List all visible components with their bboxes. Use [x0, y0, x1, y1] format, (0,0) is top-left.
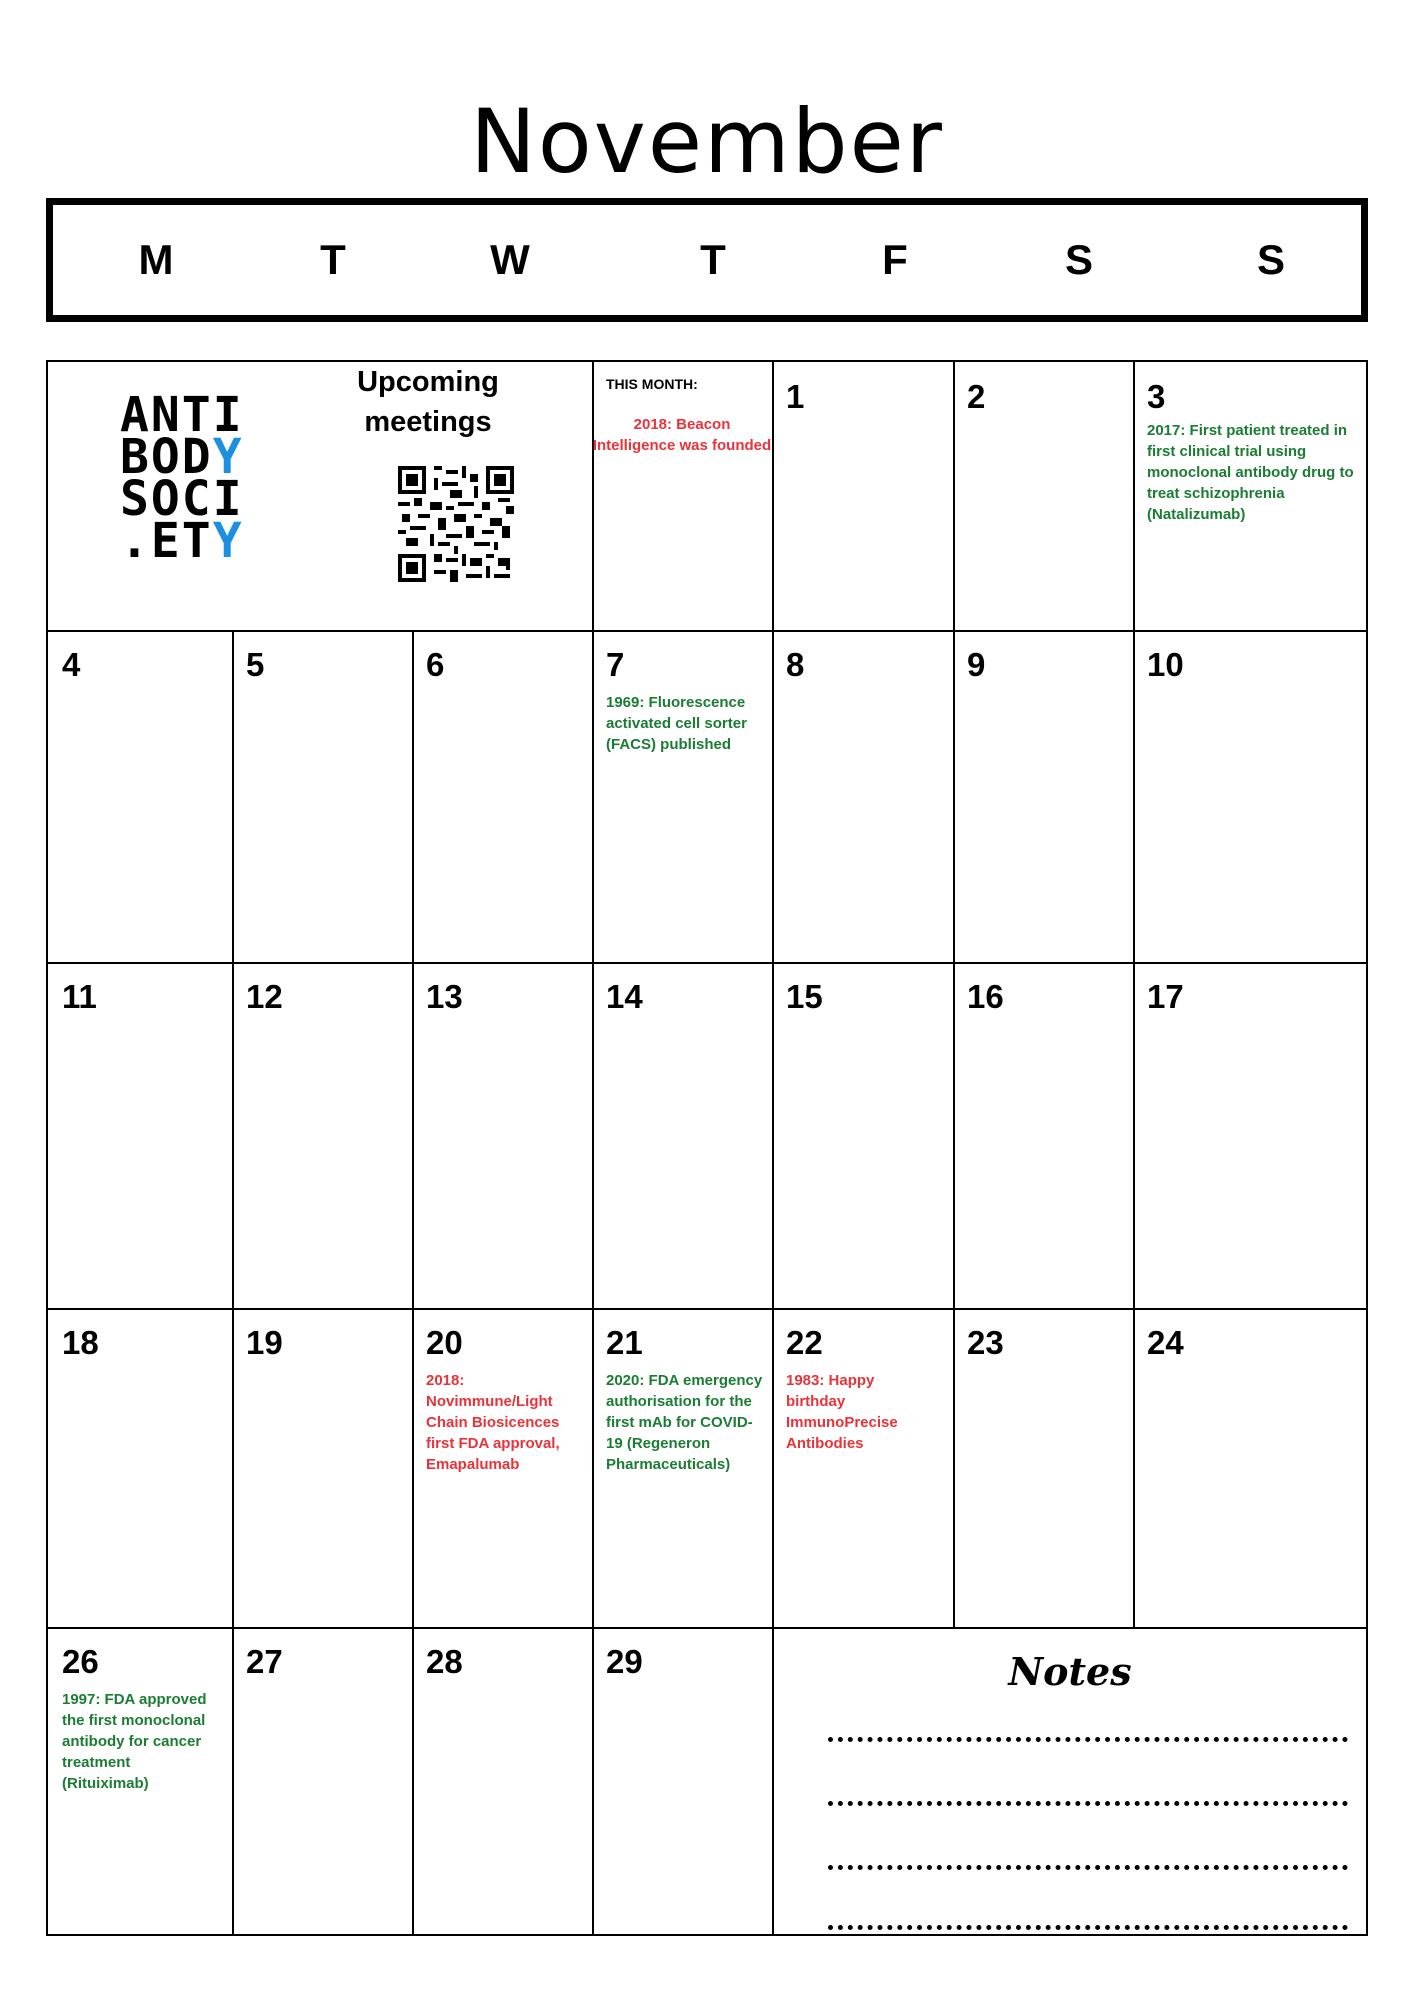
day-cell[interactable]	[232, 962, 412, 1308]
event-text: 2018: Novimmune/Light Chain Biosicences first FDA approval, Emapalumab	[426, 1372, 560, 1473]
notes-line[interactable]	[828, 1737, 1348, 1742]
calendar-grid	[46, 360, 1368, 1936]
day-number: 18	[62, 1324, 99, 1361]
day-number: 29	[606, 1643, 643, 1680]
day-cell[interactable]	[412, 1627, 592, 1936]
day-cell[interactable]	[1133, 362, 1368, 630]
day-cell[interactable]	[953, 962, 1133, 1308]
day-number: 13	[426, 978, 463, 1015]
day-number: 11	[62, 978, 97, 1015]
day-cell[interactable]	[592, 1627, 772, 1936]
day-cell[interactable]	[953, 1308, 1133, 1627]
notes-line[interactable]	[828, 1801, 1348, 1806]
day-cell[interactable]	[1133, 962, 1368, 1308]
day-cell[interactable]	[232, 1308, 412, 1627]
day-number: 4	[62, 646, 81, 683]
weekday-tuesday: T	[320, 236, 346, 283]
day-number: 9	[967, 646, 986, 683]
day-number: 20	[426, 1324, 463, 1361]
day-number: 23	[967, 1324, 1004, 1361]
day-cell[interactable]	[232, 1627, 412, 1936]
day-number: 1	[786, 378, 805, 415]
day-number: 16	[967, 978, 1004, 1015]
day-number: 10	[1147, 646, 1184, 683]
day-number: 24	[1147, 1324, 1184, 1361]
day-cell[interactable]	[1133, 1308, 1368, 1627]
day-cell[interactable]	[592, 1308, 772, 1627]
day-cell[interactable]	[592, 630, 772, 962]
day-cell[interactable]	[412, 962, 592, 1308]
day-cell[interactable]	[1133, 630, 1368, 962]
day-number: 8	[786, 646, 805, 683]
day-number: 15	[786, 978, 823, 1015]
day-cell[interactable]	[953, 362, 1133, 630]
day-number: 12	[246, 978, 283, 1015]
day-cell[interactable]	[592, 962, 772, 1308]
day-cell[interactable]	[48, 1308, 232, 1627]
day-number: 7	[606, 646, 625, 683]
weekday-monday: M	[138, 236, 174, 283]
day-number: 19	[246, 1324, 283, 1361]
this-month-event: 2018: Beacon Intelligence was founded	[592, 416, 772, 454]
day-number: 17	[1147, 978, 1184, 1015]
weekday-sunday: S	[1256, 236, 1286, 283]
day-number: 14	[606, 978, 643, 1015]
weekday-header	[46, 198, 1368, 322]
event-text: 1969: Fluorescence activated cell sorter (FACS) published	[606, 694, 747, 753]
day-number: 26	[62, 1643, 99, 1680]
day-number: 3	[1147, 378, 1166, 415]
header-cell	[48, 362, 592, 630]
event-text: 2020: FDA emergency authorisation for the first mAb for COVID-19 (Regeneron Pharmaceuticals)	[606, 1372, 763, 1473]
weekday-wednesday: W	[490, 236, 530, 283]
day-number: 22	[786, 1324, 823, 1361]
qr-code-icon[interactable]	[398, 466, 514, 582]
day-cell[interactable]	[772, 1308, 953, 1627]
notes-line[interactable]	[828, 1865, 1348, 1870]
day-cell[interactable]	[772, 962, 953, 1308]
notes-title: Notes	[1008, 1649, 1132, 1694]
event-text: 1997: FDA approved the first monoclonal antibody for cancer treatment (Rituiximab)	[62, 1691, 207, 1792]
day-cell[interactable]	[412, 1308, 592, 1627]
event-text: 1983: Happy birthday ImmunoPrecise Antibodies	[786, 1372, 898, 1452]
event-text: 2017: First patient treated in first clinical trial using monoclonal antibody drug to treat schizophrenia (Natalizumab)	[1147, 422, 1354, 523]
day-cell[interactable]	[772, 362, 953, 630]
upcoming-meetings-label: Upcoming meetings	[357, 366, 499, 438]
day-cell[interactable]	[953, 630, 1133, 962]
day-cell[interactable]	[232, 630, 412, 962]
day-number: 6	[426, 646, 445, 683]
day-number: 28	[426, 1643, 463, 1680]
day-number: 21	[606, 1324, 643, 1361]
day-cell[interactable]	[772, 630, 953, 962]
day-number: 5	[246, 646, 265, 683]
notes-area[interactable]	[772, 1627, 1368, 1936]
antibody-society-logo: ANTI BODY SOCI .ETY	[120, 387, 244, 569]
weekday-saturday: S	[1064, 236, 1094, 283]
day-cell[interactable]	[48, 962, 232, 1308]
this-month-cell	[592, 362, 772, 630]
day-number: 27	[246, 1643, 283, 1680]
month-title: November	[470, 90, 944, 193]
day-cell[interactable]	[48, 630, 232, 962]
day-cell[interactable]	[48, 1627, 232, 1936]
weekday-thursday: T	[700, 236, 726, 283]
day-cell[interactable]	[412, 630, 592, 962]
weekday-friday: F	[882, 236, 908, 283]
day-number: 2	[967, 378, 986, 415]
notes-line[interactable]	[828, 1925, 1348, 1930]
this-month-label: THIS MONTH:	[606, 376, 698, 392]
